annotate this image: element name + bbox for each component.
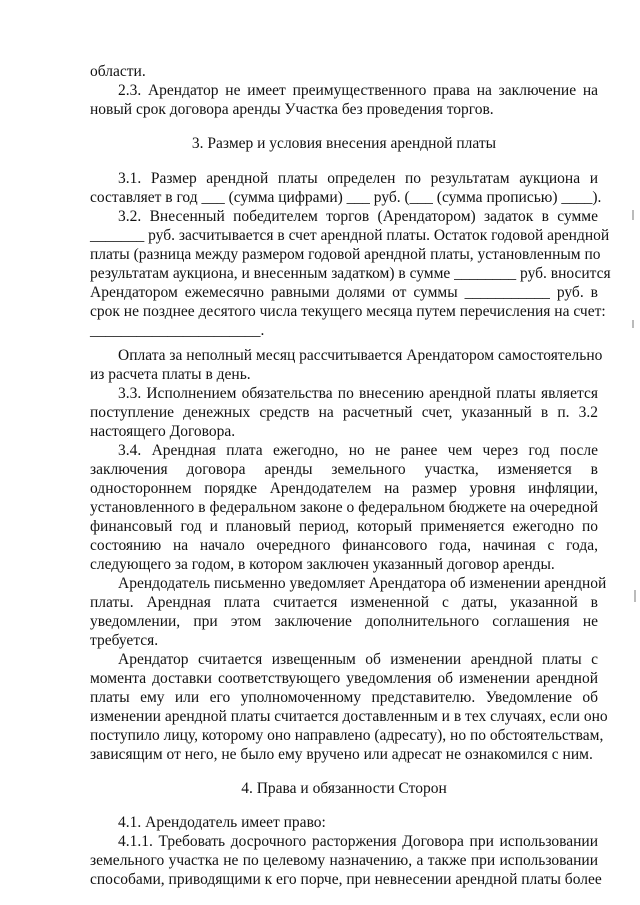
text-line: поступило лицу, которому оно направлено (адресату), но по обстоятельствам, [90, 727, 604, 744]
text-line: настоящего Договора. [90, 423, 236, 440]
text-line: ______________________. [90, 322, 265, 339]
section-heading: 4. Права и обязанности Сторон [241, 780, 447, 797]
text-line: 4.1.1. Требовать досрочного расторжения Договора при использовании [118, 833, 598, 850]
text-line: 2.3. Арендатор не имеет преимущественного права на заключение на [118, 82, 598, 99]
text-line: момента доставки соответствующего уведомления об изменении арендной [90, 670, 598, 687]
scan-edge-mark [632, 210, 634, 220]
text-line: Оплата за неполный месяц рассчитывается Арендатором самостоятельно [118, 347, 603, 364]
text-line: требуется. [90, 632, 159, 649]
section-heading: 3. Размер и условия внесения арендной платы [191, 135, 497, 152]
text-line: установленного в федеральном законе о федеральном бюджете на очередной [90, 499, 598, 516]
text-line: 3.2. Внесенный победителем торгов (Арендатором) задаток в сумме [118, 208, 598, 225]
text-line: платы. Арендная плата считается измененной с даты, указанной в [90, 594, 598, 611]
text-line: платы (разница между размером годовой арендной платы, установленным по [90, 246, 601, 263]
text-line: одностороннем порядке Арендодателем на размер уровня инфляции, [90, 480, 598, 497]
text-line: зависящим от него, не было ему вручено или адресат не ознакомился с ним. [90, 746, 593, 763]
scan-edge-mark [634, 590, 636, 602]
text-line: срок не позднее десятого числа текущего месяца путем перечисления на счет: [90, 303, 606, 320]
scan-edge-mark [632, 320, 634, 328]
text-line: Арендодатель письменно уведомляет Арендатора об изменении арендной [118, 575, 607, 592]
text-line: 3.3. Исполнением обязательства по внесению арендной платы является [118, 385, 598, 402]
text-line: _______ руб. засчитывается в счет арендной платы. Остаток годовой арендной [90, 227, 610, 244]
text-line: Арендатором ежемесячно равными долями от суммы ___________ руб. в [90, 284, 598, 301]
text-line: 3.1. Размер арендной платы определен по результатам аукциона и [118, 170, 598, 187]
text-line: 3.4. Арендная плата ежегодно, но не ранее чем через год после [118, 442, 598, 459]
text-line: из расчета платы в день. [90, 366, 251, 383]
text-line: результатам аукциона, и внесенным задатком) в сумме ________ руб. вносится [90, 265, 611, 282]
text-line: заключения договора аренды земельного участка, изменяется в [90, 461, 598, 478]
text-line: следующего за годом, в котором заключен указанный договор аренды. [90, 556, 555, 573]
text-line: изменении арендной платы считается доставленным и в тех случаях, если оно [90, 708, 608, 725]
text-line: земельного участка не по целевому назначению, а также при использовании [90, 852, 598, 869]
text-line: уведомлении, при этом заключение дополнительного соглашения не [90, 613, 598, 630]
text-line: Арендатор считается извещенным об изменении арендной платы с [118, 651, 598, 668]
text-line: составляет в год ___ (сумма цифрами) ___ руб. (___ (сумма прописью) ____). [90, 189, 602, 206]
text-line: 4.1. Арендодатель имеет право: [118, 814, 326, 831]
text-line: поступление денежных средств на расчетный счет, указанный в п. 3.2 [90, 404, 598, 421]
text-line: финансовый год и плановый период, который применяется ежегодно по [90, 518, 598, 535]
text-line: состоянию на начало очередного финансового года, начиная с года, [90, 537, 598, 554]
text-line: платы ему или его уполномоченному представителю. Уведомление об [90, 689, 598, 706]
text-line: новый срок договора аренды Участка без проведения торгов. [90, 101, 494, 118]
text-line: области. [90, 63, 146, 80]
text-line: способами, приводящими к его порче, при невнесении арендной платы более [90, 871, 602, 888]
